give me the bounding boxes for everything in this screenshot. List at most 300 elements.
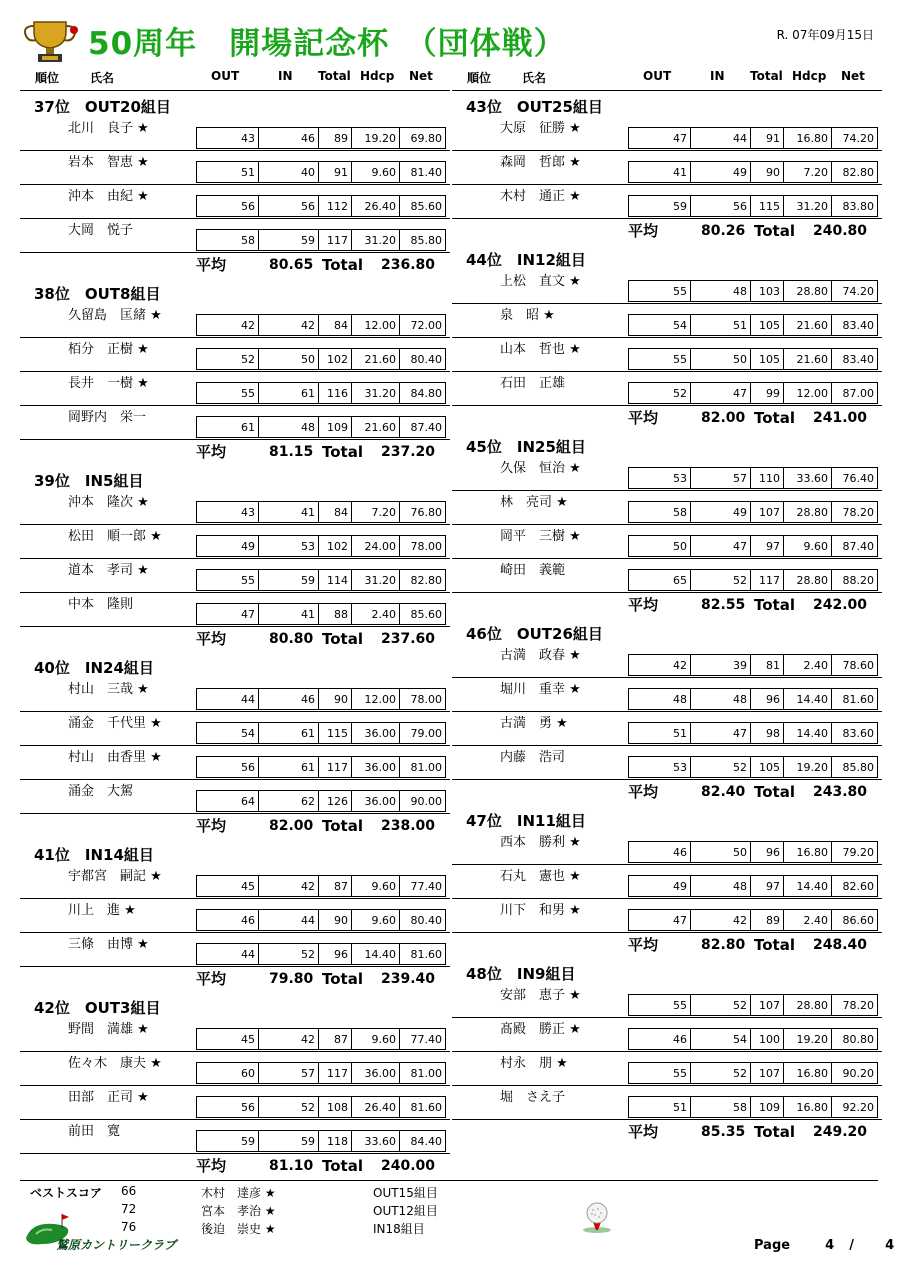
page-label: Page [754, 1238, 791, 1253]
header-rank: 順位 [467, 71, 492, 85]
score-total: 105 [751, 757, 784, 777]
player-name: 岡平 三樹 ★ [500, 529, 581, 544]
column-header [20, 66, 450, 91]
player-row [452, 1018, 882, 1052]
score-cells [628, 1028, 878, 1050]
player-row [452, 372, 882, 406]
player-name: 中本 隆則 [68, 597, 134, 612]
score-hdcp: 7.20 [784, 162, 832, 182]
player-row [452, 1086, 882, 1120]
score-cells [196, 195, 446, 217]
score-out: 55 [629, 1063, 691, 1083]
player-name: 沖本 隆次 ★ [68, 495, 149, 510]
score-out: 53 [629, 757, 691, 777]
player-row [452, 1052, 882, 1086]
score-total: 87 [319, 876, 352, 896]
score-in: 50 [691, 349, 751, 369]
player-name: 安部 恵子 ★ [500, 988, 581, 1003]
score-out: 42 [629, 655, 691, 675]
player-row [20, 1120, 450, 1154]
score-out: 55 [629, 281, 691, 301]
score-total: 117 [319, 757, 352, 777]
page-total: 4 [885, 1238, 895, 1253]
score-out: 45 [197, 876, 259, 896]
score-cells [628, 467, 878, 489]
player-row [452, 831, 882, 865]
score-out: 55 [629, 995, 691, 1015]
score-hdcp: 24.00 [352, 536, 400, 556]
page-separator: / [849, 1238, 854, 1253]
score-cells [196, 603, 446, 625]
score-in: 59 [259, 570, 319, 590]
player-row [452, 899, 882, 933]
best-score-player: 宮本 孝治 ★ [201, 1204, 276, 1218]
player-name: 堀川 重幸 ★ [500, 682, 581, 697]
score-net: 81.40 [410, 166, 442, 179]
score-net: 87.00 [842, 387, 874, 400]
player-name: 林 亮司 ★ [500, 495, 568, 510]
score-net: 78.00 [410, 693, 442, 706]
score-cells [628, 535, 878, 557]
score-hdcp: 16.80 [784, 1063, 832, 1083]
team-summary [20, 967, 450, 992]
score-hdcp: 14.40 [784, 723, 832, 743]
player-name: 古満 政春 ★ [500, 648, 581, 663]
score-hdcp: 19.20 [352, 128, 400, 148]
score-out: 52 [197, 349, 259, 369]
team-list [452, 91, 882, 1145]
score-net: 86.60 [842, 914, 874, 927]
score-hdcp: 36.00 [352, 723, 400, 743]
player-name: 川上 進 ★ [68, 903, 136, 918]
player-name: 川下 和男 ★ [500, 903, 581, 918]
player-row [20, 1052, 450, 1086]
score-total: 107 [751, 995, 784, 1015]
player-row [20, 899, 450, 933]
score-cells [196, 1130, 446, 1152]
score-in: 56 [259, 196, 319, 216]
player-row [20, 185, 450, 219]
score-net: 82.60 [842, 880, 874, 893]
score-total: 84 [319, 315, 352, 335]
score-hdcp: 14.40 [784, 689, 832, 709]
score-hdcp: 16.80 [784, 1097, 832, 1117]
player-row [20, 491, 450, 525]
player-row [452, 746, 882, 780]
score-in: 42 [691, 910, 751, 930]
score-out: 46 [629, 842, 691, 862]
score-hdcp: 14.40 [784, 876, 832, 896]
team-block [452, 618, 882, 805]
score-cells [628, 314, 878, 336]
score-total: 91 [751, 128, 784, 148]
player-row [452, 117, 882, 151]
score-cells [628, 280, 878, 302]
score-in: 61 [259, 723, 319, 743]
player-row [20, 372, 450, 406]
player-row [452, 644, 882, 678]
score-hdcp: 36.00 [352, 791, 400, 811]
score-in: 61 [259, 383, 319, 403]
best-score-value: 72 [121, 1202, 137, 1216]
score-in: 61 [259, 757, 319, 777]
total-label: Total [322, 970, 363, 988]
score-in: 50 [691, 842, 751, 862]
player-row [452, 712, 882, 746]
score-hdcp: 28.80 [784, 995, 832, 1015]
score-hdcp: 36.00 [352, 1063, 400, 1083]
score-net: 85.60 [410, 608, 442, 621]
team-title: 45位 IN25組目 [466, 438, 586, 456]
header-in: IN [710, 69, 725, 83]
average-value: 82.55 [701, 597, 746, 613]
score-net: 80.40 [410, 353, 442, 366]
score-cells [628, 195, 878, 217]
best-score-group: OUT15組目 [373, 1186, 438, 1200]
score-out: 43 [197, 502, 259, 522]
player-row [20, 1018, 450, 1052]
page-current: 4 [825, 1238, 835, 1253]
player-name: 大原 征勝 ★ [500, 121, 581, 136]
score-total: 126 [319, 791, 352, 811]
player-row [452, 678, 882, 712]
score-hdcp: 21.60 [784, 315, 832, 335]
player-row [20, 338, 450, 372]
score-hdcp: 9.60 [352, 910, 400, 930]
score-out: 44 [197, 944, 259, 964]
header-net: Net [841, 69, 865, 83]
score-out: 41 [629, 162, 691, 182]
score-net: 92.20 [842, 1101, 874, 1114]
score-total: 105 [751, 349, 784, 369]
player-name: 村山 由香里 ★ [68, 750, 162, 765]
footer-divider [20, 1180, 878, 1181]
team-summary [452, 219, 882, 244]
score-hdcp: 9.60 [352, 876, 400, 896]
total-label: Total [754, 936, 795, 954]
header-rank: 順位 [35, 71, 60, 85]
score-net: 83.40 [842, 319, 874, 332]
score-net: 83.40 [842, 353, 874, 366]
score-out: 54 [629, 315, 691, 335]
average-value: 80.80 [269, 631, 314, 647]
golf-ball-icon [580, 1200, 614, 1234]
player-row [452, 270, 882, 304]
player-name: 岡野内 栄一 [68, 410, 147, 425]
score-net: 90.00 [410, 795, 442, 808]
total-value: 248.40 [813, 937, 868, 953]
team-list [20, 91, 450, 1179]
total-value: 243.80 [813, 784, 868, 800]
score-out: 55 [197, 570, 259, 590]
team-title: 46位 OUT26組目 [466, 625, 603, 643]
team-block [20, 278, 450, 465]
score-in: 59 [259, 1131, 319, 1151]
average-label: 平均 [196, 970, 227, 988]
score-total: 105 [751, 315, 784, 335]
score-hdcp: 16.80 [784, 842, 832, 862]
score-total: 102 [319, 349, 352, 369]
player-name: 三條 由博 ★ [68, 937, 149, 952]
team-title: 42位 OUT3組目 [34, 999, 161, 1017]
score-in: 52 [691, 995, 751, 1015]
player-row [20, 406, 450, 440]
header-in: IN [278, 69, 293, 83]
team-title: 44位 IN12組目 [466, 251, 586, 269]
score-out: 43 [197, 128, 259, 148]
score-in: 50 [259, 349, 319, 369]
team-summary [452, 1120, 882, 1145]
player-row [452, 525, 882, 559]
score-total: 107 [751, 502, 784, 522]
header-net: Net [409, 69, 433, 83]
team-title: 41位 IN14組目 [34, 846, 154, 864]
score-total: 89 [319, 128, 352, 148]
score-total: 98 [751, 723, 784, 743]
player-row [20, 304, 450, 338]
score-hdcp: 19.20 [784, 757, 832, 777]
player-row [20, 1086, 450, 1120]
total-label: Total [322, 817, 363, 835]
player-name: 木村 通正 ★ [500, 189, 581, 204]
score-cells [196, 501, 446, 523]
score-hdcp: 7.20 [352, 502, 400, 522]
club-name: 鷲原カントリークラブ [56, 1238, 177, 1252]
score-hdcp: 16.80 [784, 128, 832, 148]
total-label: Total [754, 1123, 795, 1141]
score-in: 46 [259, 689, 319, 709]
player-row [20, 117, 450, 151]
header-name: 氏名 [522, 71, 547, 85]
score-out: 47 [629, 128, 691, 148]
score-in: 48 [259, 417, 319, 437]
score-in: 48 [691, 281, 751, 301]
score-out: 48 [629, 689, 691, 709]
score-out: 46 [629, 1029, 691, 1049]
player-name: 北川 良子 ★ [68, 121, 149, 136]
total-value: 249.20 [813, 1124, 868, 1140]
score-cells [196, 1028, 446, 1050]
score-hdcp: 28.80 [784, 502, 832, 522]
score-total: 96 [751, 689, 784, 709]
player-row [20, 865, 450, 899]
average-label: 平均 [628, 222, 659, 240]
team-title: 37位 OUT20組目 [34, 98, 171, 116]
score-net: 90.20 [842, 1067, 874, 1080]
score-total: 90 [751, 162, 784, 182]
player-name: 野間 満雄 ★ [68, 1022, 149, 1037]
score-total: 117 [319, 1063, 352, 1083]
score-hdcp: 9.60 [784, 536, 832, 556]
score-hdcp: 21.60 [784, 349, 832, 369]
team-summary [20, 253, 450, 278]
score-out: 59 [197, 1131, 259, 1151]
score-cells [196, 348, 446, 370]
team-summary [452, 593, 882, 618]
total-value: 237.60 [381, 631, 436, 647]
player-name: 佐々木 康夫 ★ [68, 1056, 162, 1071]
score-in: 42 [259, 876, 319, 896]
score-net: 82.80 [410, 574, 442, 587]
score-out: 44 [197, 689, 259, 709]
average-value: 81.15 [269, 444, 314, 460]
score-net: 87.40 [842, 540, 874, 553]
total-value: 239.40 [381, 971, 436, 987]
score-in: 44 [691, 128, 751, 148]
team-summary [452, 780, 882, 805]
score-out: 59 [629, 196, 691, 216]
header-total: Total [318, 69, 351, 83]
score-total: 103 [751, 281, 784, 301]
header-out: OUT [643, 69, 672, 83]
total-value: 241.00 [813, 410, 868, 426]
team-title: 47位 IN11組目 [466, 812, 586, 830]
average-value: 82.00 [269, 818, 314, 834]
best-score-player: 後迫 崇史 ★ [201, 1222, 276, 1236]
score-in: 56 [691, 196, 751, 216]
score-in: 57 [691, 468, 751, 488]
total-value: 240.80 [813, 223, 868, 239]
total-label: Total [322, 256, 363, 274]
score-cells [628, 1096, 878, 1118]
score-total: 116 [319, 383, 352, 403]
score-out: 56 [197, 196, 259, 216]
average-value: 80.26 [701, 223, 746, 239]
score-cells [628, 688, 878, 710]
score-in: 42 [259, 1029, 319, 1049]
score-out: 64 [197, 791, 259, 811]
team-summary [452, 933, 882, 958]
score-in: 51 [691, 315, 751, 335]
score-cells [628, 501, 878, 523]
average-value: 79.80 [269, 971, 314, 987]
average-label: 平均 [628, 596, 659, 614]
best-score-row [121, 1184, 481, 1200]
score-net: 77.40 [410, 880, 442, 893]
team-title: 38位 OUT8組目 [34, 285, 161, 303]
team-title: 40位 IN24組目 [34, 659, 154, 677]
team-block [20, 465, 450, 652]
total-label: Total [754, 783, 795, 801]
score-net: 84.40 [410, 1135, 442, 1148]
score-cells [628, 994, 878, 1016]
player-name: 前田 寛 [68, 1124, 121, 1139]
score-net: 81.00 [410, 761, 442, 774]
total-value: 237.20 [381, 444, 436, 460]
score-out: 52 [629, 383, 691, 403]
score-net: 78.00 [410, 540, 442, 553]
total-value: 242.00 [813, 597, 868, 613]
team-block [20, 839, 450, 992]
score-total: 97 [751, 536, 784, 556]
total-label: Total [322, 443, 363, 461]
score-cells [196, 790, 446, 812]
team-summary [452, 406, 882, 431]
score-out: 51 [629, 1097, 691, 1117]
player-row [452, 151, 882, 185]
score-in: 48 [691, 689, 751, 709]
player-row [20, 219, 450, 253]
score-cells [196, 416, 446, 438]
score-hdcp: 9.60 [352, 1029, 400, 1049]
score-net: 85.80 [842, 761, 874, 774]
trophy-icon [20, 18, 82, 64]
score-hdcp: 21.60 [352, 417, 400, 437]
score-hdcp: 9.60 [352, 162, 400, 182]
player-name: 道本 孝司 ★ [68, 563, 149, 578]
score-cells [628, 382, 878, 404]
score-net: 78.20 [842, 999, 874, 1012]
team-summary [20, 814, 450, 839]
team-summary [20, 440, 450, 465]
team-block [452, 91, 882, 244]
score-total: 117 [751, 570, 784, 590]
score-hdcp: 2.40 [352, 604, 400, 624]
score-cells [628, 161, 878, 183]
score-hdcp: 31.20 [352, 230, 400, 250]
total-value: 240.00 [381, 1158, 436, 1174]
score-cells [628, 348, 878, 370]
best-score-value: 66 [121, 1184, 137, 1198]
player-name: 山本 哲也 ★ [500, 342, 581, 357]
score-net: 81.60 [842, 693, 874, 706]
player-row [20, 525, 450, 559]
score-cells [628, 654, 878, 676]
player-row [20, 151, 450, 185]
score-out: 56 [197, 757, 259, 777]
score-in: 52 [259, 1097, 319, 1117]
score-out: 49 [629, 876, 691, 896]
score-in: 44 [259, 910, 319, 930]
score-cells [196, 382, 446, 404]
average-label: 平均 [196, 256, 227, 274]
score-hdcp: 28.80 [784, 281, 832, 301]
right-column [452, 66, 882, 1145]
score-hdcp: 26.40 [352, 1097, 400, 1117]
score-net: 78.20 [842, 506, 874, 519]
team-block [452, 431, 882, 618]
score-out: 45 [197, 1029, 259, 1049]
score-hdcp: 31.20 [784, 196, 832, 216]
score-cells [628, 1062, 878, 1084]
score-hdcp: 12.00 [352, 315, 400, 335]
score-net: 81.60 [410, 1101, 442, 1114]
average-value: 82.80 [701, 937, 746, 953]
player-name: 村永 朋 ★ [500, 1056, 568, 1071]
score-out: 51 [197, 162, 259, 182]
player-name: 髙殿 勝正 ★ [500, 1022, 581, 1037]
average-label: 平均 [196, 817, 227, 835]
score-out: 55 [197, 383, 259, 403]
score-total: 88 [319, 604, 352, 624]
player-row [20, 712, 450, 746]
score-total: 99 [751, 383, 784, 403]
score-hdcp: 14.40 [352, 944, 400, 964]
score-total: 87 [319, 1029, 352, 1049]
score-out: 58 [197, 230, 259, 250]
score-out: 60 [197, 1063, 259, 1083]
score-total: 115 [319, 723, 352, 743]
player-name: 内藤 浩司 [500, 750, 566, 765]
score-net: 72.00 [410, 319, 442, 332]
score-out: 53 [629, 468, 691, 488]
header-hdcp: Hdcp [360, 69, 395, 83]
page-indicator [754, 1238, 894, 1253]
score-net: 74.20 [842, 285, 874, 298]
score-cells [628, 127, 878, 149]
player-row [20, 746, 450, 780]
header-name: 氏名 [90, 71, 115, 85]
